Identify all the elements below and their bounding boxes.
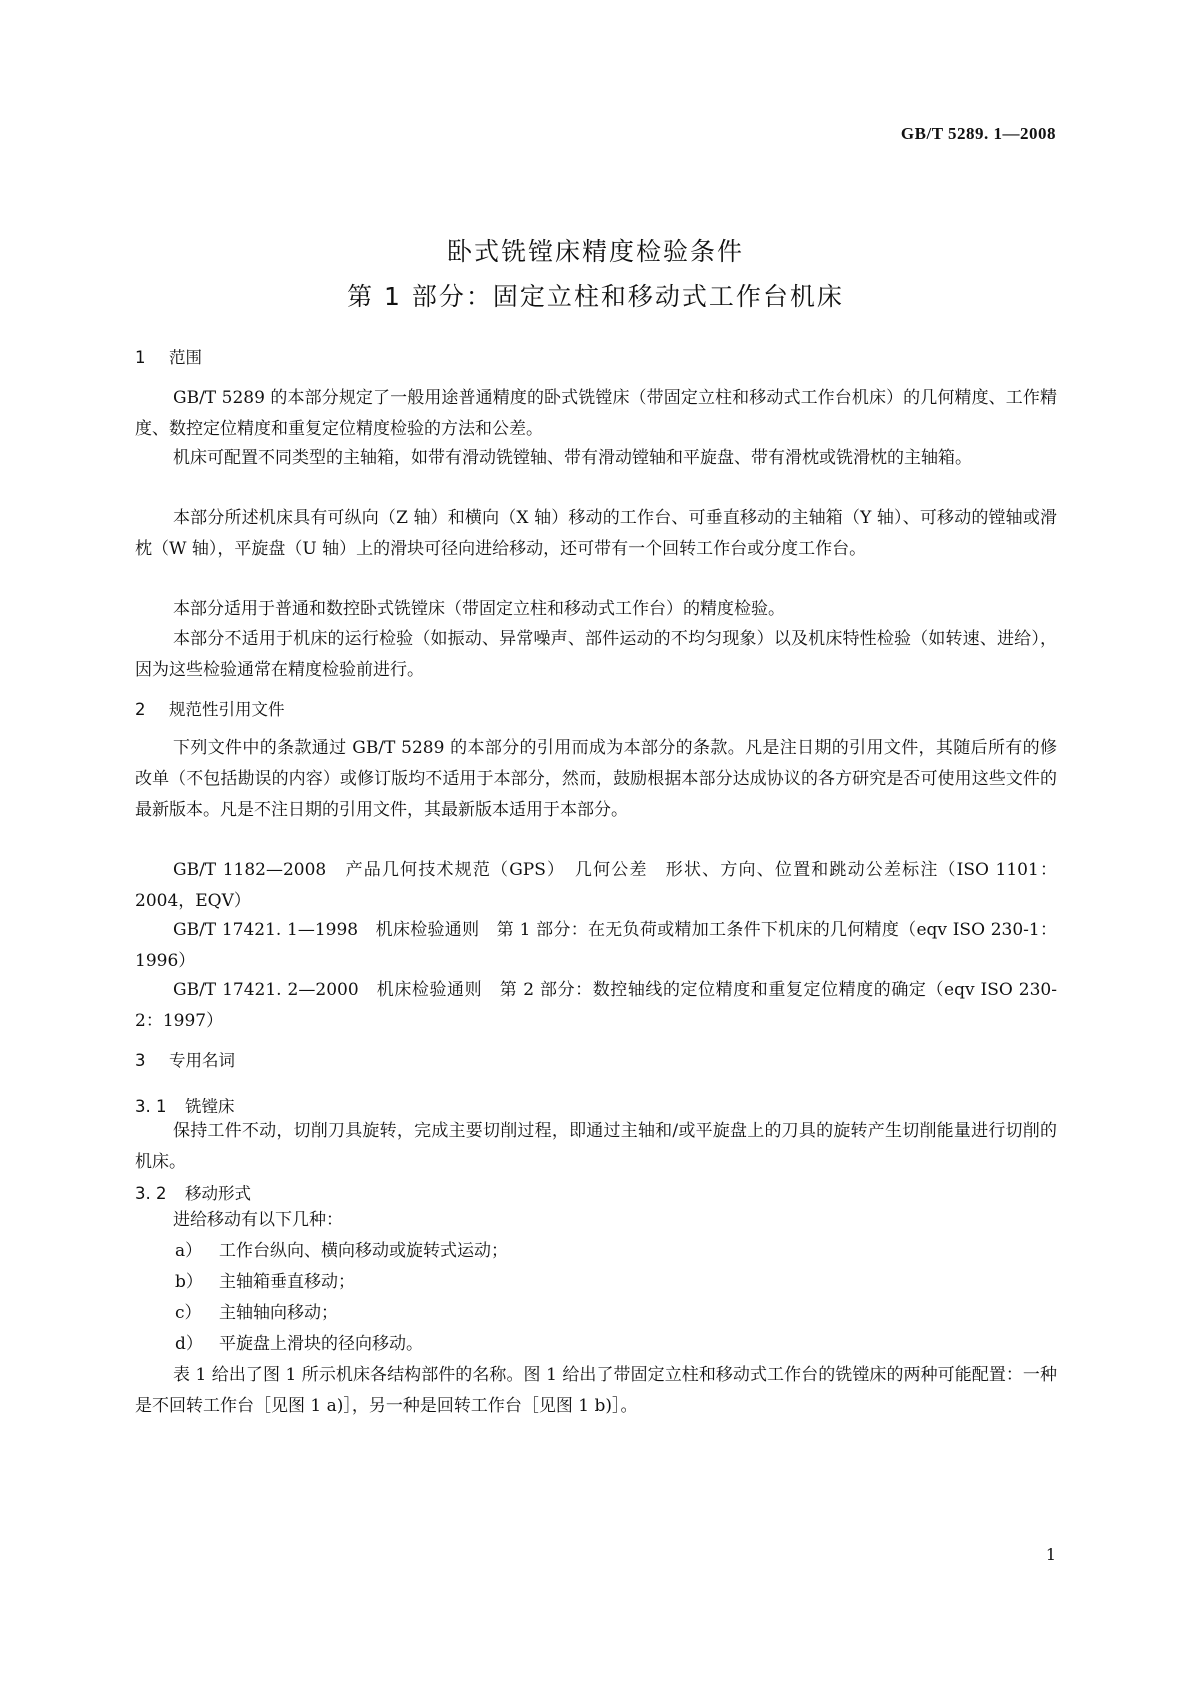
section-1-heading (135, 344, 202, 368)
section-number: 1 (135, 348, 146, 367)
list-text: 主轴轴向移动； (219, 1303, 338, 1323)
reference-entry: GB/T 17421. 2—2000 机床检验通则 第 2 部分：数控轴线的定位精度和重复定位精度的确定（eqv ISO 230-2：1997） (135, 980, 1057, 1031)
list-item (175, 1329, 423, 1360)
paragraph: 下列文件中的条款通过 GB/T 5289 的本部分的引用而成为本部分的条款。凡是注日期的引用文件，其随后所有的修改单（不包括勘误的内容）或修订版均不适用于本部分，然而，鼓励根据本部分达成协议的各方研究是否可使用这些文件的最新版本。凡是不注日期的引用文件，其最新版本适用于本部分。 (135, 738, 1057, 820)
list-item (175, 1236, 508, 1267)
section-2-heading (135, 696, 285, 720)
reference-entry: GB/T 1182—2008 产品几何技术规范（GPS） 几何公差 形状、方向、位置和跳动公差标注（ISO 1101：2004，EQV） (135, 860, 1057, 911)
list-text: 工作台纵向、横向移动或旋转式运动； (219, 1241, 508, 1261)
paragraph: GB/T 5289 的本部分规定了一般用途普通精度的卧式铣镗床（带固定立柱和移动式工作台机床）的几何精度、工作精度、数控定位精度和重复定位精度检验的方法和公差。 (135, 388, 1057, 439)
subsection-number: 3. 2 (135, 1184, 167, 1203)
list-item (175, 1267, 355, 1298)
reference-entry: GB/T 17421. 1—1998 机床检验通则 第 1 部分：在无负荷或精加工条件下机床的几何精度（eqv ISO 230-1：1996） (135, 920, 1057, 971)
paragraph: 本部分适用于普通和数控卧式铣镗床（带固定立柱和移动式工作台）的精度检验。 (173, 599, 785, 619)
section-title: 专用名词 (169, 1051, 235, 1070)
page-number: 1 (1045, 1545, 1056, 1564)
paragraph: 机床可配置不同类型的主轴箱，如带有滑动铣镗轴、带有滑动镗轴和平旋盘、带有滑枕或铣滑枕的主轴箱。 (173, 448, 972, 468)
list-item (175, 1298, 338, 1329)
standard-code: GB/T 5289. 1—2008 (900, 124, 1056, 143)
list-marker: b） (175, 1272, 203, 1292)
list-text: 主轴箱垂直移动； (219, 1272, 355, 1292)
section-3-heading (135, 1047, 235, 1071)
subsection-number: 3. 1 (135, 1097, 167, 1116)
subsection-title: 移动形式 (185, 1184, 251, 1203)
list-marker: d） (175, 1334, 203, 1354)
subsection-title: 铣镗床 (185, 1097, 235, 1116)
list-marker: a） (175, 1241, 203, 1261)
subsection-3-1-heading (135, 1093, 235, 1117)
list-marker: c） (175, 1303, 202, 1323)
subsection-3-2-heading (135, 1180, 251, 1204)
list-text: 平旋盘上滑块的径向移动。 (219, 1334, 423, 1354)
paragraph: 保持工件不动，切削刀具旋转，完成主要切削过程，即通过主轴和/或平旋盘上的刀具的旋转产生切削能量进行切削的机床。 (135, 1121, 1057, 1172)
section-title: 范围 (169, 348, 202, 367)
section-number: 2 (135, 700, 146, 719)
paragraph: 本部分所述机床具有可纵向（Z 轴）和横向（X 轴）移动的工作台、可垂直移动的主轴箱（Y 轴）、可移动的镗轴或滑枕（W 轴），平旋盘（U 轴）上的滑块可径向进给移动，还可带有一个回转工作台或分度工作台。 (135, 508, 1057, 559)
document-title-line1: 卧式铣镗床精度检验条件 (446, 237, 744, 266)
paragraph: 表 1 给出了图 1 所示机床各结构部件的名称。图 1 给出了带固定立柱和移动式工作台的铣镗床的两种可能配置：一种是不回转工作台［见图 1 a)］，另一种是回转工作台［见图 1 b)］。 (135, 1365, 1057, 1416)
paragraph: 本部分不适用于机床的运行检验（如振动、异常噪声、部件运动的不均匀现象）以及机床特性检验（如转速、进给），因为这些检验通常在精度检验前进行。 (135, 629, 1057, 680)
section-title: 规范性引用文件 (169, 700, 285, 719)
document-title-line2: 第 1 部分：固定立柱和移动式工作台机床 (347, 282, 844, 311)
section-number: 3 (135, 1051, 146, 1070)
paragraph: 进给移动有以下几种： (173, 1210, 343, 1230)
